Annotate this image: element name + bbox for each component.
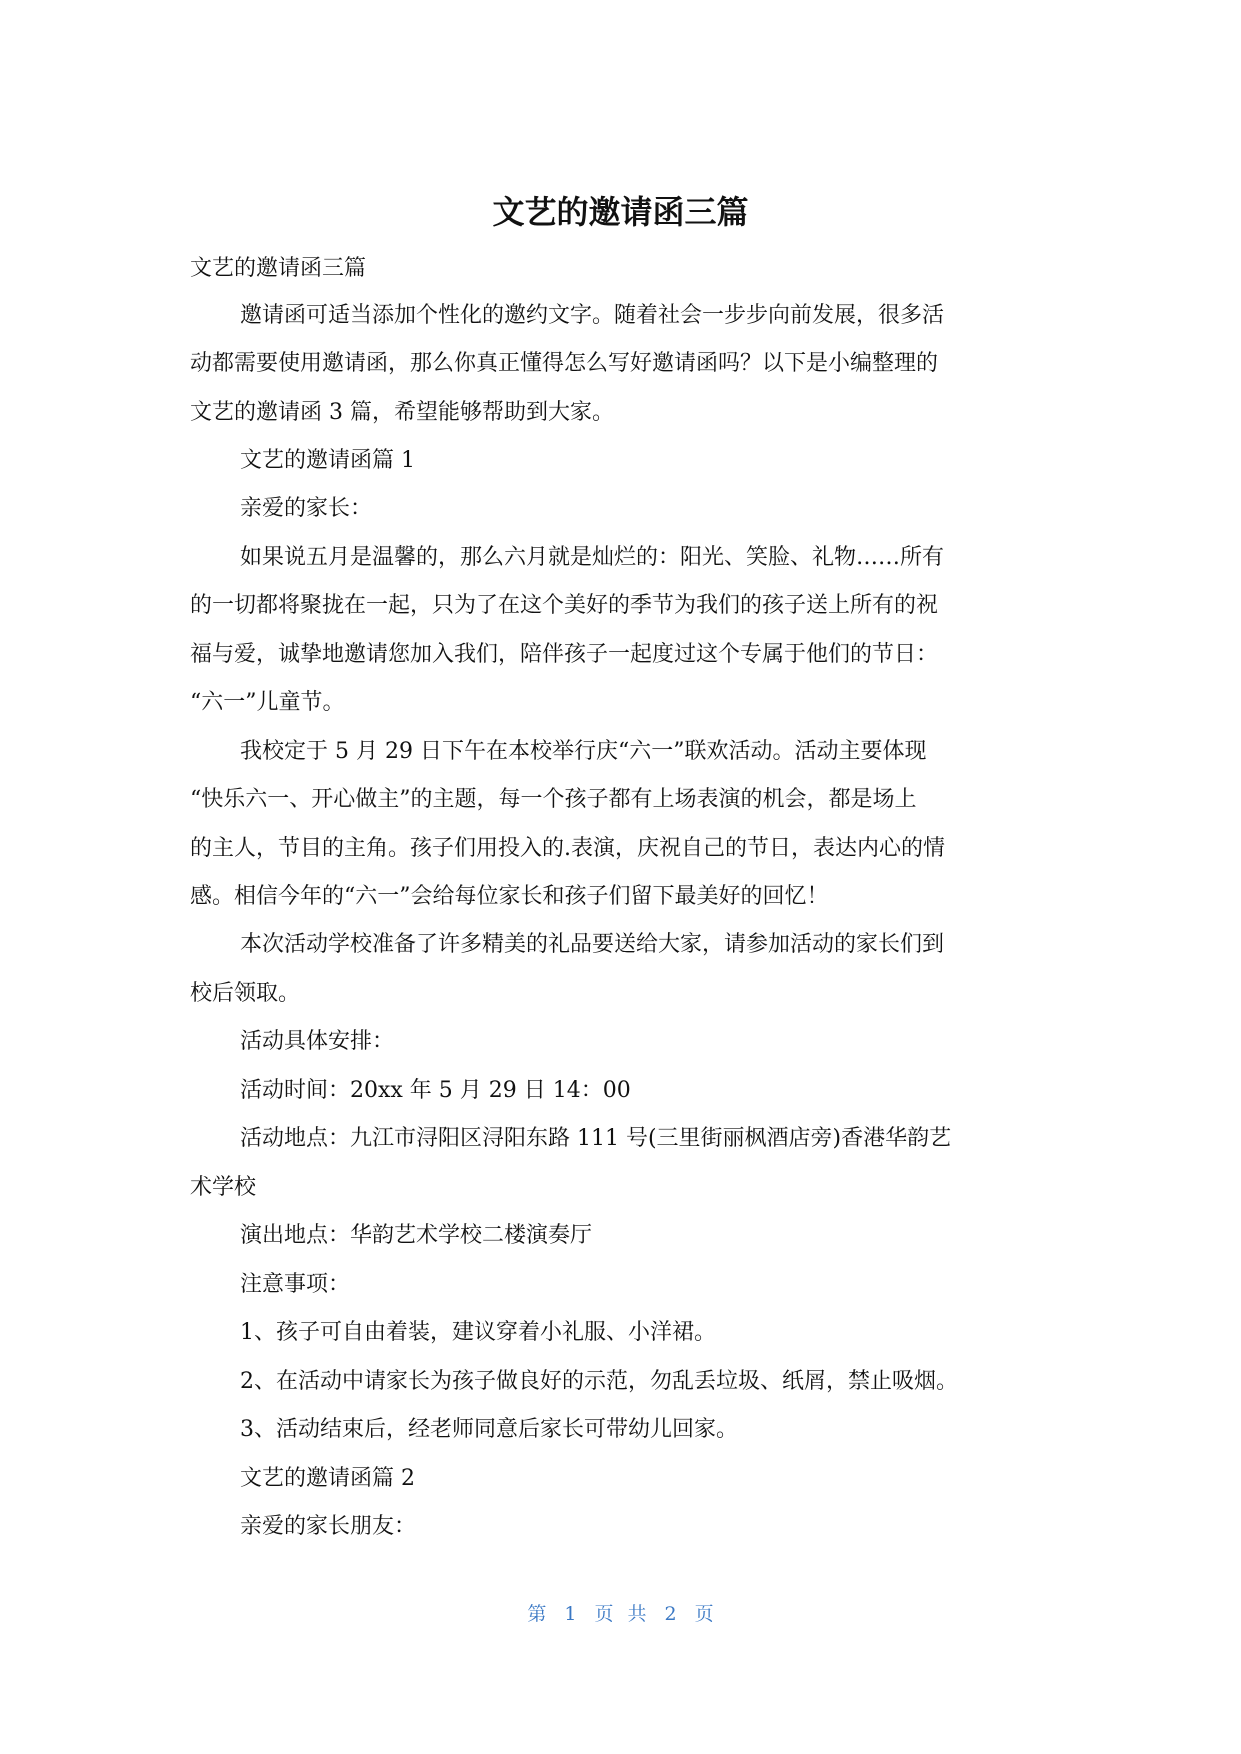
note-item: 1、孩子可自由着装，建议穿着小礼服、小洋裙。 — [240, 1320, 716, 1345]
paragraph-line: 福与爱，诚挚地邀请您加入我们，陪伴孩子一起度过这个专属于他们的节日： — [190, 642, 939, 667]
footer-label-ye: 页 — [694, 1603, 714, 1625]
footer-page-current: 1 — [564, 1603, 577, 1625]
footer-page-total: 2 — [664, 1603, 677, 1625]
note-item: 2、在活动中请家长为孩子做良好的示范，勿乱丢垃圾、纸屑，禁止吸烟。 — [240, 1369, 958, 1394]
paragraph-line: 本次活动学校准备了许多精美的礼品要送给大家，请参加活动的家长们到 — [240, 932, 945, 957]
section-heading: 文艺的邀请函篇 1 — [240, 448, 415, 473]
paragraph-line: “六一”儿童节。 — [190, 690, 345, 715]
paragraph-line: 邀请函可适当添加个性化的邀约文字。随着社会一步步向前发展，很多活 — [240, 303, 945, 328]
notes-heading: 注意事项： — [240, 1272, 351, 1297]
section-heading: 文艺的邀请函篇 2 — [240, 1466, 415, 1491]
note-item: 3、活动结束后，经老师同意后家长可带幼儿回家。 — [240, 1417, 738, 1442]
paragraph-line: 如果说五月是温馨的，那么六月就是灿烂的：阳光、笑脸、礼物……所有 — [240, 545, 945, 570]
salutation: 亲爱的家长朋友： — [240, 1514, 417, 1539]
schedule-heading: 活动具体安排： — [240, 1029, 395, 1054]
paragraph-line: 校后领取。 — [190, 981, 301, 1006]
paragraph-line: 的一切都将聚拢在一起，只为了在这个美好的季节为我们的孩子送上所有的祝 — [190, 593, 939, 618]
footer-label-di: 第 — [527, 1603, 547, 1625]
event-location: 活动地点：九江市浔阳区浔阳东路 111 号(三里街丽枫酒店旁)香港华韵艺 — [240, 1126, 952, 1151]
paragraph-line: 我校定于 5 月 29 日下午在本校举行庆“六一”联欢活动。活动主要体现 — [240, 739, 927, 764]
event-time: 活动时间：20xx 年 5 月 29 日 14：00 — [240, 1078, 631, 1103]
performance-location: 演出地点：华韵艺术学校二楼演奏厅 — [240, 1223, 593, 1248]
subtitle-line: 文艺的邀请函三篇 — [190, 256, 367, 281]
paragraph-line: 文艺的邀请函 3 篇，希望能够帮助到大家。 — [190, 400, 614, 425]
salutation: 亲爱的家长： — [240, 496, 373, 521]
page-footer — [0, 1600, 1241, 1628]
paragraph-line: 感。相信今年的“六一”会给每位家长和孩子们留下最美好的回忆！ — [190, 884, 829, 909]
document-title: 文艺的邀请函三篇 — [492, 193, 749, 231]
paragraph-line: 的主人，节目的主角。孩子们用投入的.表演，庆祝自己的节日，表达内心的情 — [190, 836, 945, 861]
paragraph-line: “快乐六一、开心做主”的主题，每一个孩子都有上场表演的机会，都是场上 — [190, 787, 917, 812]
footer-label-ye-gong: 页 共 — [594, 1603, 647, 1625]
event-location-cont: 术学校 — [190, 1175, 257, 1200]
paragraph-line: 动都需要使用邀请函，那么你真正懂得怎么写好邀请函吗？以下是小编整理的 — [190, 351, 939, 376]
